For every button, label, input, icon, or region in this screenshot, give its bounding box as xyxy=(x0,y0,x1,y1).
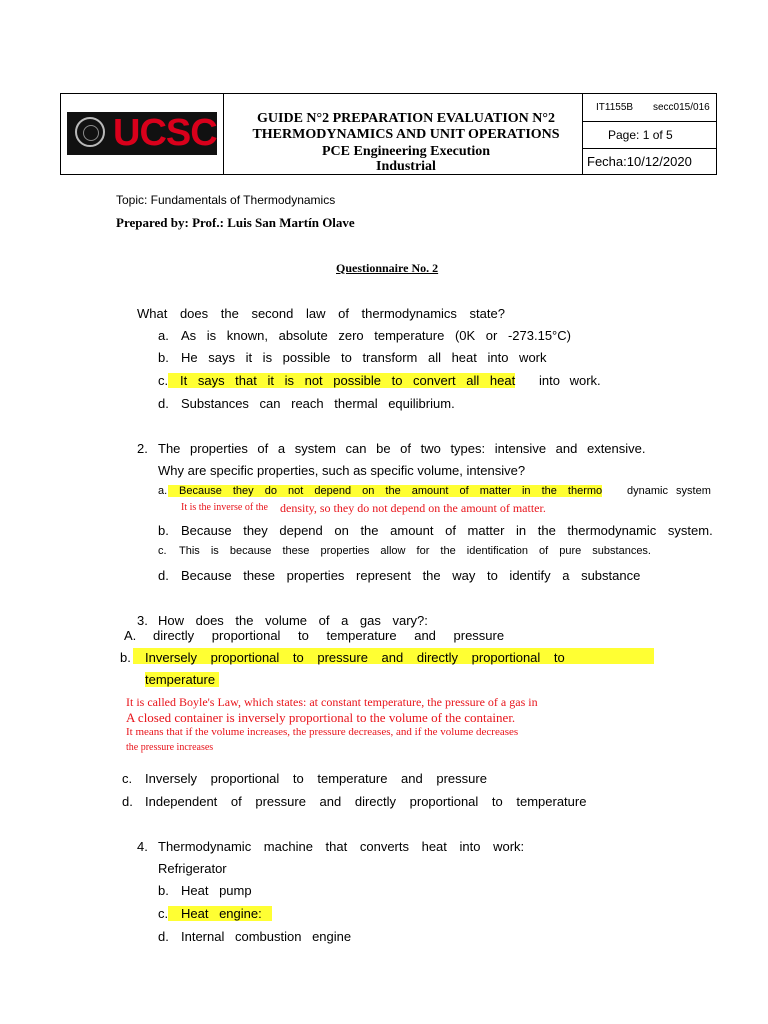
option-marker: c. xyxy=(158,545,167,557)
page-number: Page: 1 of 5 xyxy=(608,128,673,142)
question-number: 3. xyxy=(137,613,148,628)
q3-option-c: Inversely proportional to temperature and pressure xyxy=(145,771,487,786)
section-code: secc015/016 xyxy=(653,102,710,113)
title-line: Industrial xyxy=(376,159,436,174)
q2-option-d: Because these properties represent the way to identify a substance xyxy=(181,568,641,583)
question-2-line1: The properties of a system can be of two types: intensive and extensive. xyxy=(158,441,646,456)
option-marker: c. xyxy=(122,771,133,786)
course-code: IT1155B xyxy=(596,102,634,113)
q1-option-c-highlighted: It says that it is not possible to convert all heat xyxy=(168,373,515,388)
question-number: 4. xyxy=(137,839,148,854)
question-1: What does the second law of thermodynamics state? xyxy=(137,306,505,321)
option-marker: c. xyxy=(158,906,169,921)
q3-note-line2: A closed container is inversely proportional to the volume of the container. xyxy=(126,710,516,725)
q2-option-c: This is because these properties allow for the identification of pure substances. xyxy=(179,545,651,557)
q1-option-b: He says it is possible to transform all heat into work xyxy=(181,350,547,365)
question-3: How does the volume of a gas vary?: xyxy=(158,613,428,628)
q1-option-a: As is known, absolute zero temperature (0K or -273.15°C) xyxy=(181,328,571,343)
ucsc-logo xyxy=(67,112,217,155)
q4-option-d: Internal combustion engine xyxy=(181,929,352,944)
q1-option-d: Substances can reach thermal equilibrium. xyxy=(181,396,455,411)
option-marker: d. xyxy=(122,794,133,809)
option-marker: b. xyxy=(158,350,169,365)
q4-option-a: Refrigerator xyxy=(158,861,227,876)
q2-option-a-highlighted: Because they do not depend on the amount of matter in the thermo xyxy=(168,485,602,497)
question-number: 2. xyxy=(137,441,148,456)
q3-note-line4: the pressure increases xyxy=(126,742,214,753)
prepared-by: Prepared by: Prof.: Luis San Martín Olave xyxy=(116,215,355,230)
q2-option-a-rest: dynamic system xyxy=(627,485,711,497)
q2-option-b: Because they depend on the amount of matter in the thermodynamic system. xyxy=(181,523,713,538)
q3-option-b-line1: Inversely proportional to pressure and directly proportional to xyxy=(145,650,565,665)
title-line: PCE Engineering Execution xyxy=(321,144,490,159)
option-marker: a. xyxy=(158,328,169,343)
question-2-line2: Why are specific properties, such as specific volume, intensive? xyxy=(158,463,526,478)
option-marker: b. xyxy=(120,650,131,665)
option-marker: d. xyxy=(158,929,169,944)
topic: Topic: Fundamentals of Thermodynamics xyxy=(116,193,336,207)
q1-option-c-rest: into work. xyxy=(539,373,601,388)
header-table xyxy=(60,93,717,175)
date: Fecha:10/12/2020 xyxy=(587,154,692,169)
option-marker: a. xyxy=(158,485,168,497)
q3-option-b-line2: temperature xyxy=(145,672,219,687)
option-marker: d. xyxy=(158,396,169,411)
option-marker: d. xyxy=(158,568,169,583)
option-marker: A. xyxy=(124,628,137,643)
questionnaire-title: Questionnaire No. 2 xyxy=(336,261,439,275)
option-marker: b. xyxy=(158,883,169,898)
university-seal-icon xyxy=(75,117,105,147)
logo-text: UCSC xyxy=(113,112,217,154)
option-marker: b. xyxy=(158,523,169,538)
q3-note-line3: It means that if the volume increases, the pressure decreases, and if the volume decreases xyxy=(126,726,519,738)
q3-option-a: directly proportional to temperature and pressure xyxy=(153,628,505,643)
q3-option-d: Independent of pressure and directly proportional to temperature xyxy=(145,794,587,809)
q4-option-c-highlighted: Heat engine: xyxy=(168,906,272,921)
q2-note: density, so they do not depend on the amount of matter. xyxy=(280,501,546,515)
divider xyxy=(582,121,716,122)
q4-option-b: Heat pump xyxy=(181,883,252,898)
q3-note-line1: It is called Boyle's Law, which states: at constant temperature, the pressure of a gas in xyxy=(126,695,538,709)
divider xyxy=(582,94,583,174)
divider xyxy=(223,94,224,174)
option-marker: c. xyxy=(158,373,169,388)
title-line: THERMODYNAMICS AND UNIT OPERATIONS xyxy=(252,127,560,142)
title-line: GUIDE N°2 PREPARATION EVALUATION N°2 xyxy=(257,111,555,126)
q2-note-prefix: It is the inverse of the xyxy=(181,502,268,513)
divider xyxy=(582,148,716,149)
question-4: Thermodynamic machine that converts heat into work: xyxy=(158,839,525,854)
